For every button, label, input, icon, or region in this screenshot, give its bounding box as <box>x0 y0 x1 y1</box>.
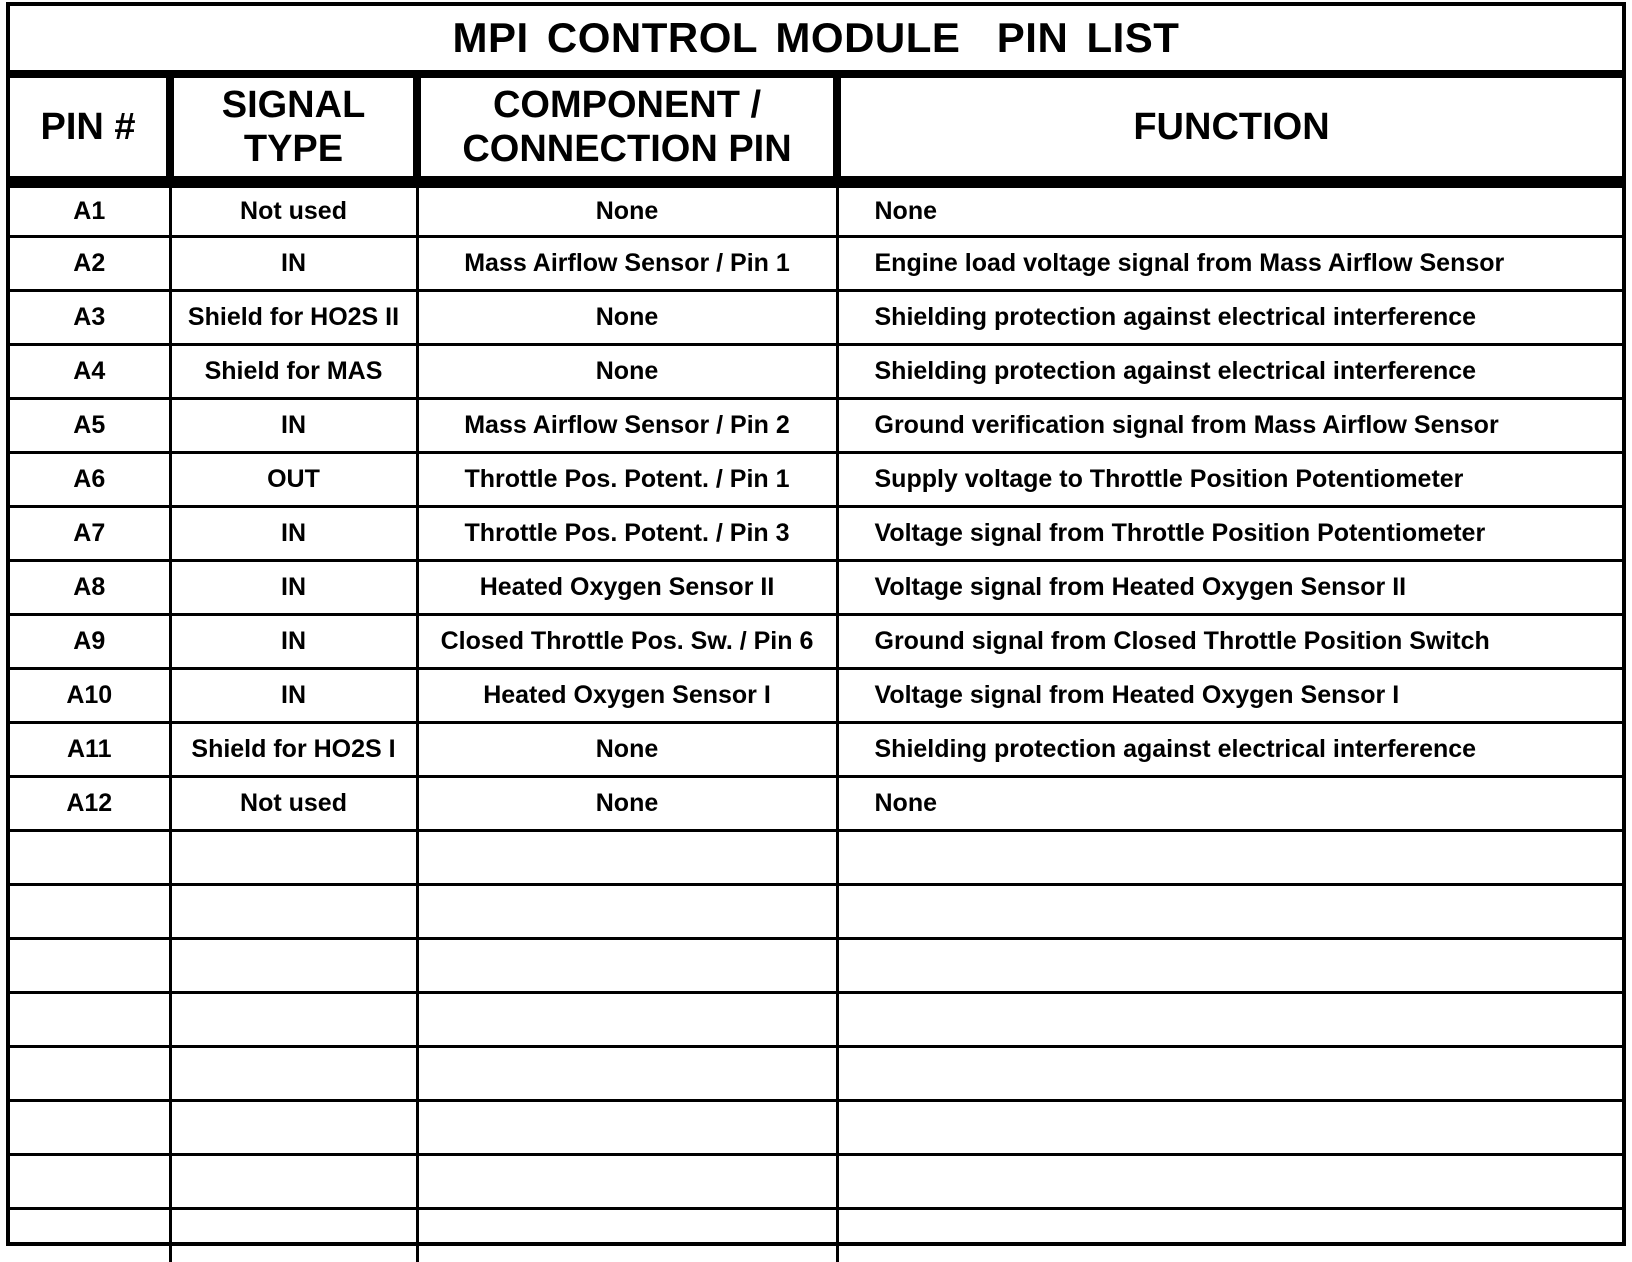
table-row <box>10 830 1622 884</box>
signal-type-cell <box>170 1100 417 1154</box>
function-cell: Voltage signal from Heated Oxygen Sensor I <box>837 668 1622 722</box>
table-row <box>10 344 1622 398</box>
table-row <box>10 1046 1622 1100</box>
function-cell: Ground signal from Closed Throttle Position Switch <box>837 614 1622 668</box>
table-row <box>10 938 1622 992</box>
component-cell: Throttle Pos. Potent. / Pin 1 <box>417 452 837 506</box>
function-cell: None <box>837 776 1622 830</box>
function-cell <box>837 1208 1622 1262</box>
function-cell: Shielding protection against electrical interference <box>837 290 1622 344</box>
pin-cell <box>10 884 170 938</box>
pin-cell <box>10 1154 170 1208</box>
component-cell: Throttle Pos. Potent. / Pin 3 <box>417 506 837 560</box>
signal-type-cell: IN <box>170 614 417 668</box>
table-row <box>10 722 1622 776</box>
component-cell <box>417 1154 837 1208</box>
pin-cell: A7 <box>10 506 170 560</box>
pin-cell <box>10 1100 170 1154</box>
signal-type-cell <box>170 938 417 992</box>
table-row <box>10 560 1622 614</box>
signal-type-cell <box>170 830 417 884</box>
component-cell: None <box>417 344 837 398</box>
pin-cell <box>10 992 170 1046</box>
table-row <box>10 1208 1622 1262</box>
component-cell: None <box>417 722 837 776</box>
signal-type-cell: Shield for HO2S I <box>170 722 417 776</box>
component-cell <box>417 1100 837 1154</box>
signal-type-cell: Shield for HO2S II <box>170 290 417 344</box>
signal-type-cell: IN <box>170 398 417 452</box>
table-header <box>10 78 1622 182</box>
pin-cell: A4 <box>10 344 170 398</box>
component-cell <box>417 830 837 884</box>
signal-type-cell: Shield for MAS <box>170 344 417 398</box>
column-header-component: COMPONENT / CONNECTION PIN <box>417 78 837 182</box>
function-cell <box>837 1100 1622 1154</box>
pin-cell <box>10 1208 170 1262</box>
table-row <box>10 1100 1622 1154</box>
table-row <box>10 452 1622 506</box>
table-row <box>10 1154 1622 1208</box>
signal-type-cell <box>170 1154 417 1208</box>
table-row <box>10 182 1622 236</box>
component-cell <box>417 1208 837 1262</box>
signal-type-cell: IN <box>170 236 417 290</box>
signal-type-cell: OUT <box>170 452 417 506</box>
function-cell: Voltage signal from Throttle Position Potentiometer <box>837 506 1622 560</box>
component-cell <box>417 992 837 1046</box>
pin-cell: A9 <box>10 614 170 668</box>
function-cell: Shielding protection against electrical interference <box>837 344 1622 398</box>
column-header-pin: PIN # <box>10 78 170 182</box>
component-cell: None <box>417 290 837 344</box>
function-cell: Ground verification signal from Mass Airflow Sensor <box>837 398 1622 452</box>
signal-type-cell: IN <box>170 506 417 560</box>
function-cell: None <box>837 182 1622 236</box>
function-cell <box>837 992 1622 1046</box>
component-cell: Mass Airflow Sensor / Pin 2 <box>417 398 837 452</box>
pin-list-sheet <box>6 2 1626 1246</box>
table-body <box>10 182 1622 1262</box>
table-row <box>10 614 1622 668</box>
component-cell: Mass Airflow Sensor / Pin 1 <box>417 236 837 290</box>
component-cell: None <box>417 776 837 830</box>
function-cell <box>837 1154 1622 1208</box>
component-cell <box>417 1046 837 1100</box>
signal-type-cell: Not used <box>170 776 417 830</box>
table-row <box>10 398 1622 452</box>
table-row <box>10 992 1622 1046</box>
signal-type-cell: IN <box>170 560 417 614</box>
table-row <box>10 506 1622 560</box>
table-row <box>10 236 1622 290</box>
component-cell: Heated Oxygen Sensor I <box>417 668 837 722</box>
table-row <box>10 668 1622 722</box>
function-cell: Engine load voltage signal from Mass Airflow Sensor <box>837 236 1622 290</box>
function-cell: Voltage signal from Heated Oxygen Sensor II <box>837 560 1622 614</box>
pin-cell: A11 <box>10 722 170 776</box>
pin-cell <box>10 938 170 992</box>
pin-cell: A3 <box>10 290 170 344</box>
signal-type-cell: Not used <box>170 182 417 236</box>
pin-cell: A6 <box>10 452 170 506</box>
signal-type-cell <box>170 1046 417 1100</box>
component-cell <box>417 938 837 992</box>
component-cell: Closed Throttle Pos. Sw. / Pin 6 <box>417 614 837 668</box>
table-row <box>10 884 1622 938</box>
function-cell <box>837 1046 1622 1100</box>
signal-type-cell <box>170 992 417 1046</box>
function-cell: Supply voltage to Throttle Position Potentiometer <box>837 452 1622 506</box>
function-cell <box>837 830 1622 884</box>
pin-cell: A5 <box>10 398 170 452</box>
pin-cell <box>10 1046 170 1100</box>
component-cell: Heated Oxygen Sensor II <box>417 560 837 614</box>
pin-cell: A12 <box>10 776 170 830</box>
pin-cell: A2 <box>10 236 170 290</box>
signal-type-cell <box>170 1208 417 1262</box>
function-cell: Shielding protection against electrical interference <box>837 722 1622 776</box>
column-header-function: FUNCTION <box>837 78 1622 182</box>
signal-type-cell: IN <box>170 668 417 722</box>
pin-list-table <box>10 78 1622 1262</box>
signal-type-cell <box>170 884 417 938</box>
function-cell <box>837 938 1622 992</box>
pin-cell: A1 <box>10 182 170 236</box>
pin-cell <box>10 830 170 884</box>
table-row <box>10 776 1622 830</box>
pin-cell: A10 <box>10 668 170 722</box>
component-cell: None <box>417 182 837 236</box>
page-title: MPI CONTROL MODULE PIN LIST <box>10 6 1622 78</box>
pin-cell: A8 <box>10 560 170 614</box>
component-cell <box>417 884 837 938</box>
table-row <box>10 290 1622 344</box>
function-cell <box>837 884 1622 938</box>
column-header-signal-type: SIGNAL TYPE <box>170 78 417 182</box>
